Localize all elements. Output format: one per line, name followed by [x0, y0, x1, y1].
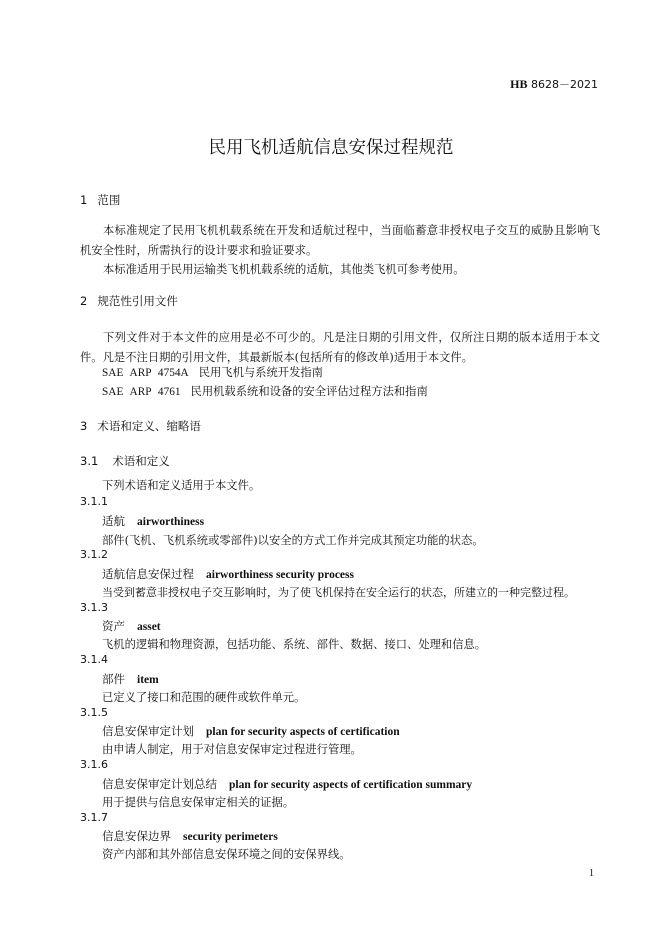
term-zh: 适航信息安保过程: [102, 567, 194, 581]
section-2-heading: [80, 293, 178, 309]
term-en: airworthiness security process: [206, 569, 354, 581]
reference-item: [102, 364, 323, 380]
section-number: 3: [80, 419, 88, 433]
page-number: 1: [589, 868, 594, 879]
reference-item: [102, 383, 428, 399]
term-zh: 信息安保边界: [102, 829, 171, 843]
term-number: 3.1.6: [80, 758, 108, 771]
term-en: asset: [137, 621, 161, 633]
term-en: item: [137, 674, 159, 686]
term-number: 3.1.4: [80, 653, 108, 666]
term-en: security perimeters: [183, 831, 278, 843]
reference-code: SAE ARP 4754A: [102, 367, 189, 379]
section-title: 规范性引用文件: [97, 294, 178, 308]
standard-code-header: [510, 76, 598, 92]
term-number: 3.1.7: [80, 811, 108, 824]
section-number: 1: [80, 193, 88, 207]
terms-intro: 下列术语和定义适用于本文件。: [102, 479, 261, 492]
term-definition: 用于提供与信息安保审定相关的证据。: [102, 796, 295, 809]
paragraph: 本标准适用于民用运输类飞机机载系统的适航，其他类飞机可参考使用。: [103, 263, 465, 276]
term-entry: [102, 723, 400, 739]
section-1-heading: [80, 192, 120, 208]
term-definition: 部件(飞机、飞机系统或零部件)以安全的方式工作并完成其预定功能的状态。: [102, 534, 484, 547]
standard-number: 8628－2021: [531, 78, 598, 91]
section-number: 2: [80, 294, 88, 308]
reference-title: 民用机载系统和设备的安全评估过程方法和指南: [190, 385, 428, 398]
term-entry: [102, 828, 278, 844]
standard-code: HB: [510, 77, 528, 91]
term-zh: 信息安保审定计划总结: [102, 777, 217, 791]
term-definition: 资产内部和其外部信息安保环境之间的安保界线。: [102, 848, 351, 861]
term-definition: 飞机的逻辑和物理资源，包括功能、系统、部件、数据、接口、处理和信息。: [102, 638, 487, 651]
section-3-heading: [80, 418, 201, 434]
subsection-number: 3.1: [80, 454, 99, 468]
term-zh: 资产: [102, 619, 125, 633]
term-number: 3.1.5: [80, 706, 108, 719]
term-zh: 部件: [102, 672, 125, 686]
subsection-title: 术语和定义: [112, 454, 170, 468]
paragraph: 本标准规定了民用飞机机载系统在开发和适航过程中，当面临蓄意非授权电子交互的威胁且影响飞机安全性时，所需执行的设计要求和验证要求。: [80, 224, 600, 257]
term-number: 3.1.3: [80, 601, 108, 614]
section-title: 范围: [97, 193, 121, 207]
term-number: 3.1.1: [80, 495, 108, 508]
reference-title: 民用飞机与系统开发指南: [198, 366, 323, 379]
term-en: plan for security aspects of certification summary: [229, 779, 473, 791]
term-definition: 由申请人制定，用于对信息安保审定过程进行管理。: [102, 743, 362, 756]
term-zh: 信息安保审定计划: [102, 724, 194, 738]
term-entry: [102, 671, 159, 687]
term-definition: 当受到蓄意非授权电子交互影响时，为了使飞机保持在安全运行的状态，所建立的一种完整过程。: [102, 586, 575, 599]
term-zh: 适航: [102, 514, 125, 528]
term-entry: [102, 776, 472, 792]
term-en: airworthiness: [137, 516, 205, 528]
term-entry: [102, 513, 204, 529]
term-en: plan for security aspects of certification: [206, 726, 400, 738]
reference-code: SAE ARP 4761: [102, 386, 181, 398]
term-number: 3.1.2: [80, 548, 108, 561]
term-entry: [102, 566, 354, 582]
term-entry: [102, 618, 161, 634]
paragraph: 下列文件对于本文件的应用是必不可少的。凡是注日期的引用文件，仅所注日期的版本适用于本文件。凡是不注日期的引用文件，其最新版本(包括所有的修改单)适用于本文件。: [80, 331, 600, 364]
term-definition: 已定义了接口和范围的硬件或软件单元。: [102, 691, 306, 704]
section-title: 术语和定义、缩略语: [97, 419, 201, 433]
document-title: 民用飞机适航信息安保过程规范: [208, 138, 454, 158]
subsection-3-1-heading: [80, 453, 170, 469]
